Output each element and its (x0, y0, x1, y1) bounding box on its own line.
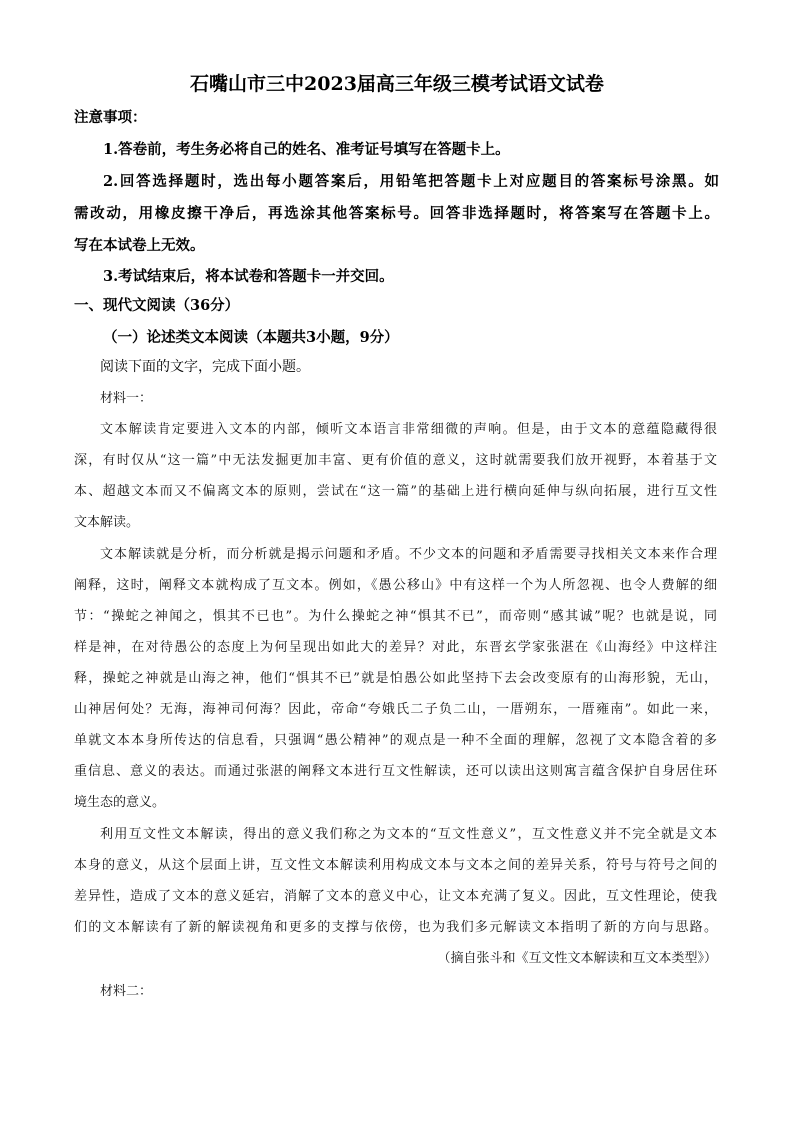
material-1-p2-line-6: 山神居何处？无海，海神司何海？因此，帝命“夸娥氏二子负二山，一厝朔东，一厝雍南”。如此一来， (74, 702, 717, 717)
material-1-label: 材料一： (100, 391, 153, 406)
exam-title: 石嘴山市三中2023届高三年级三模考试语文试卷 (190, 73, 604, 95)
material-1-p1-line-2: 深，有时仅从“这一篇”中无法发掘更加丰富、更有价值的意义，这时就需要我们放开视野，本着基于文 (74, 453, 717, 468)
material-1-p2-line-4: 样是神，在对待愚公的态度上为何呈现出如此大的差异？对此，东晋玄学家张湛在《山海经》中这样注 (74, 640, 717, 655)
material-1-p1-line-1: 文本解读肯定要进入文本的内部，倾听文本语言非常细微的声响。但是，由于文本的意蕴隐藏得很 (100, 422, 717, 437)
material-1-p2-line-3: 节：“操蛇之神闻之，惧其不已也”。为什么操蛇之神“惧其不已”，而帝则“感其诚”呢？也就是说，同 (74, 609, 717, 624)
material-2-label: 材料二： (100, 984, 153, 999)
material-1-p1-line-4: 文本解读。 (74, 515, 140, 530)
material-1-p2-line-9: 境生态的意义。 (74, 795, 166, 810)
material-1-p2-line-7: 单就文本本身所传达的信息看，只强调“愚公精神”的观点是一种不全面的理解，忽视了文本隐含着的多 (74, 733, 717, 748)
material-1-p2-line-2: 阐释，这时，阐释文本就构成了互文本。例如，《愚公移山》中有这样一个为人所忽视、也令人费解的细 (74, 578, 717, 593)
subsection-heading: （一）论述类文本阅读（本题共3小题，9分） (103, 329, 399, 346)
notice-item-3: 3.考试结束后，将本试卷和答题卡一并交回。 (103, 268, 394, 285)
material-1-p2-line-1: 文本解读就是分析，而分析就是揭示问题和矛盾。不少文本的问题和矛盾需要寻找相关文本来作合理 (100, 547, 717, 562)
material-1-p2-line-5: 释，操蛇之神就是山海之神，他们“惧其不已”就是怕愚公如此坚持下去会改变原有的山海形貌，无山， (74, 671, 717, 686)
notice-item-2-line-3: 写在本试卷上无效。 (74, 237, 205, 254)
notice-item-2-line-2: 需改动，用橡皮擦干净后，再选涂其他答案标号。回答非选择题时，将答案写在答题卡上。 (74, 205, 719, 222)
material-1-source: （摘自张斗和《互文性文本解读和互文本类型》） (437, 951, 717, 966)
material-1-p3-line-3: 差异性，造成了文本的意义延宕，消解了文本的意义中心，让文本充满了复义。因此，互文性理论，使我 (74, 889, 717, 904)
notice-item-2-line-1: 2.回答选择题时，选出每小题答案后，用铅笔把答题卡上对应题目的答案标号涂黑。如 (103, 173, 719, 190)
notice-item-1: 1.答卷前，考生务必将自己的姓名、准考证号填写在答题卡上。 (103, 141, 510, 158)
material-1-p3-line-2: 本身的意义，从这个层面上讲，互文性文本解读利用构成文本与文本之间的差异关系，符号与符号之间的 (74, 858, 717, 873)
material-1-p1-line-3: 本、超越文本而又不偏离文本的原则，尝试在“这一篇”的基础上进行横向延伸与纵向拓展，进行互文性 (74, 484, 717, 499)
material-1-p2-line-8: 重信息、意义的表达。而通过张湛的阐释文本进行互文性解读，还可以读出这则寓言蕴含保护自身居住环 (74, 764, 717, 779)
material-1-p3-line-4: 们的文本解读有了新的解读视角和更多的支撑与依傍，也为我们多元解读文本指明了新的方向与思路。 (74, 920, 717, 935)
reading-instruction: 阅读下面的文字，完成下面小题。 (100, 359, 310, 375)
section-heading: 一、现代文阅读（36分） (74, 297, 240, 314)
notice-heading: 注意事项： (74, 109, 147, 126)
material-1-p3-line-1: 利用互文性文本解读，得出的意义我们称之为文本的“互文性意义”，互文性意义并不完全就是文本 (100, 827, 717, 842)
